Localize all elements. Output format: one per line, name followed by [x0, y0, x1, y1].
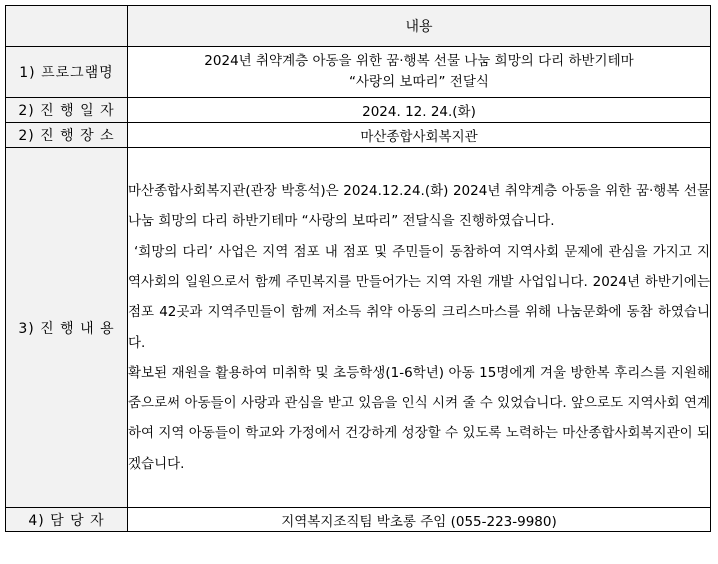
header-corner-cell: [6, 6, 128, 47]
content-row: [6, 148, 711, 508]
content-body: [128, 148, 711, 508]
place-row: [6, 123, 711, 148]
program-row: [6, 47, 711, 98]
report-table: [5, 5, 711, 532]
staff-label: 4) 담 당 자: [6, 508, 128, 532]
program-value: [128, 47, 711, 98]
header-content-cell: 내용: [128, 6, 711, 47]
content-paragraph: ‘희망의 다리’ 사업은 지역 점포 내 점포 및 주민들이 동참하여 지역사회 문제에 관심을 가지고 지역사회의 일원으로서 함께 주민복지를 만들어가는 지역 자원 개발 사업입니다. 2024년 하반기에는 점포 42곳과 지역주민들이 함께 저소득 취약 아동의 크리스마스를 위해 나눔문화에 동참 하였습니다.: [128, 243, 710, 351]
staff-row: [6, 508, 711, 532]
program-label: 1) 프로그램명: [6, 47, 128, 98]
staff-value: 지역복지조직팀 박초롱 주임 (055-223-9980): [128, 508, 711, 532]
date-label: 2) 진 행 일 자: [6, 98, 128, 123]
content-paragraph: 마산종합사회복지관(관장 박흥석)은 2024.12.24.(화) 2024년 취약계층 아동을 위한 꿈·행복 선물 나눔 희망의 다리 하반기테마 “사랑의 보따리” 전달식을 진행하였습니다.: [128, 183, 710, 230]
content-label: 3) 진 행 내 용: [6, 148, 128, 508]
place-value: 마산종합사회복지관: [128, 123, 711, 148]
date-value: 2024. 12. 24.(화): [128, 98, 711, 123]
program-title-line1: 2024년 취약계층 아동을 위한 꿈·행복 선물 나눔 희망의 다리 하반기테마: [204, 53, 634, 69]
header-row: [6, 6, 711, 47]
place-label: 2) 진 행 장 소: [6, 123, 128, 148]
content-paragraph: 확보된 재원을 활용하여 미취학 및 초등학생(1-6학년) 아동 15명에게 겨울 방한복 후리스를 지원해줌으로써 아동들이 사랑과 관심을 받고 있음을 인식 시켜 줄 수 있었습니다. 앞으로도 지역사회 연계하여 지역 아동들이 학교와 가정에서 건강하게 성장할 수 있도록 노력하는 마산종합사회복지관이 되겠습니다.: [128, 364, 710, 472]
program-title-line2: “사랑의 보따리” 전달식: [349, 74, 489, 90]
date-row: [6, 98, 711, 123]
